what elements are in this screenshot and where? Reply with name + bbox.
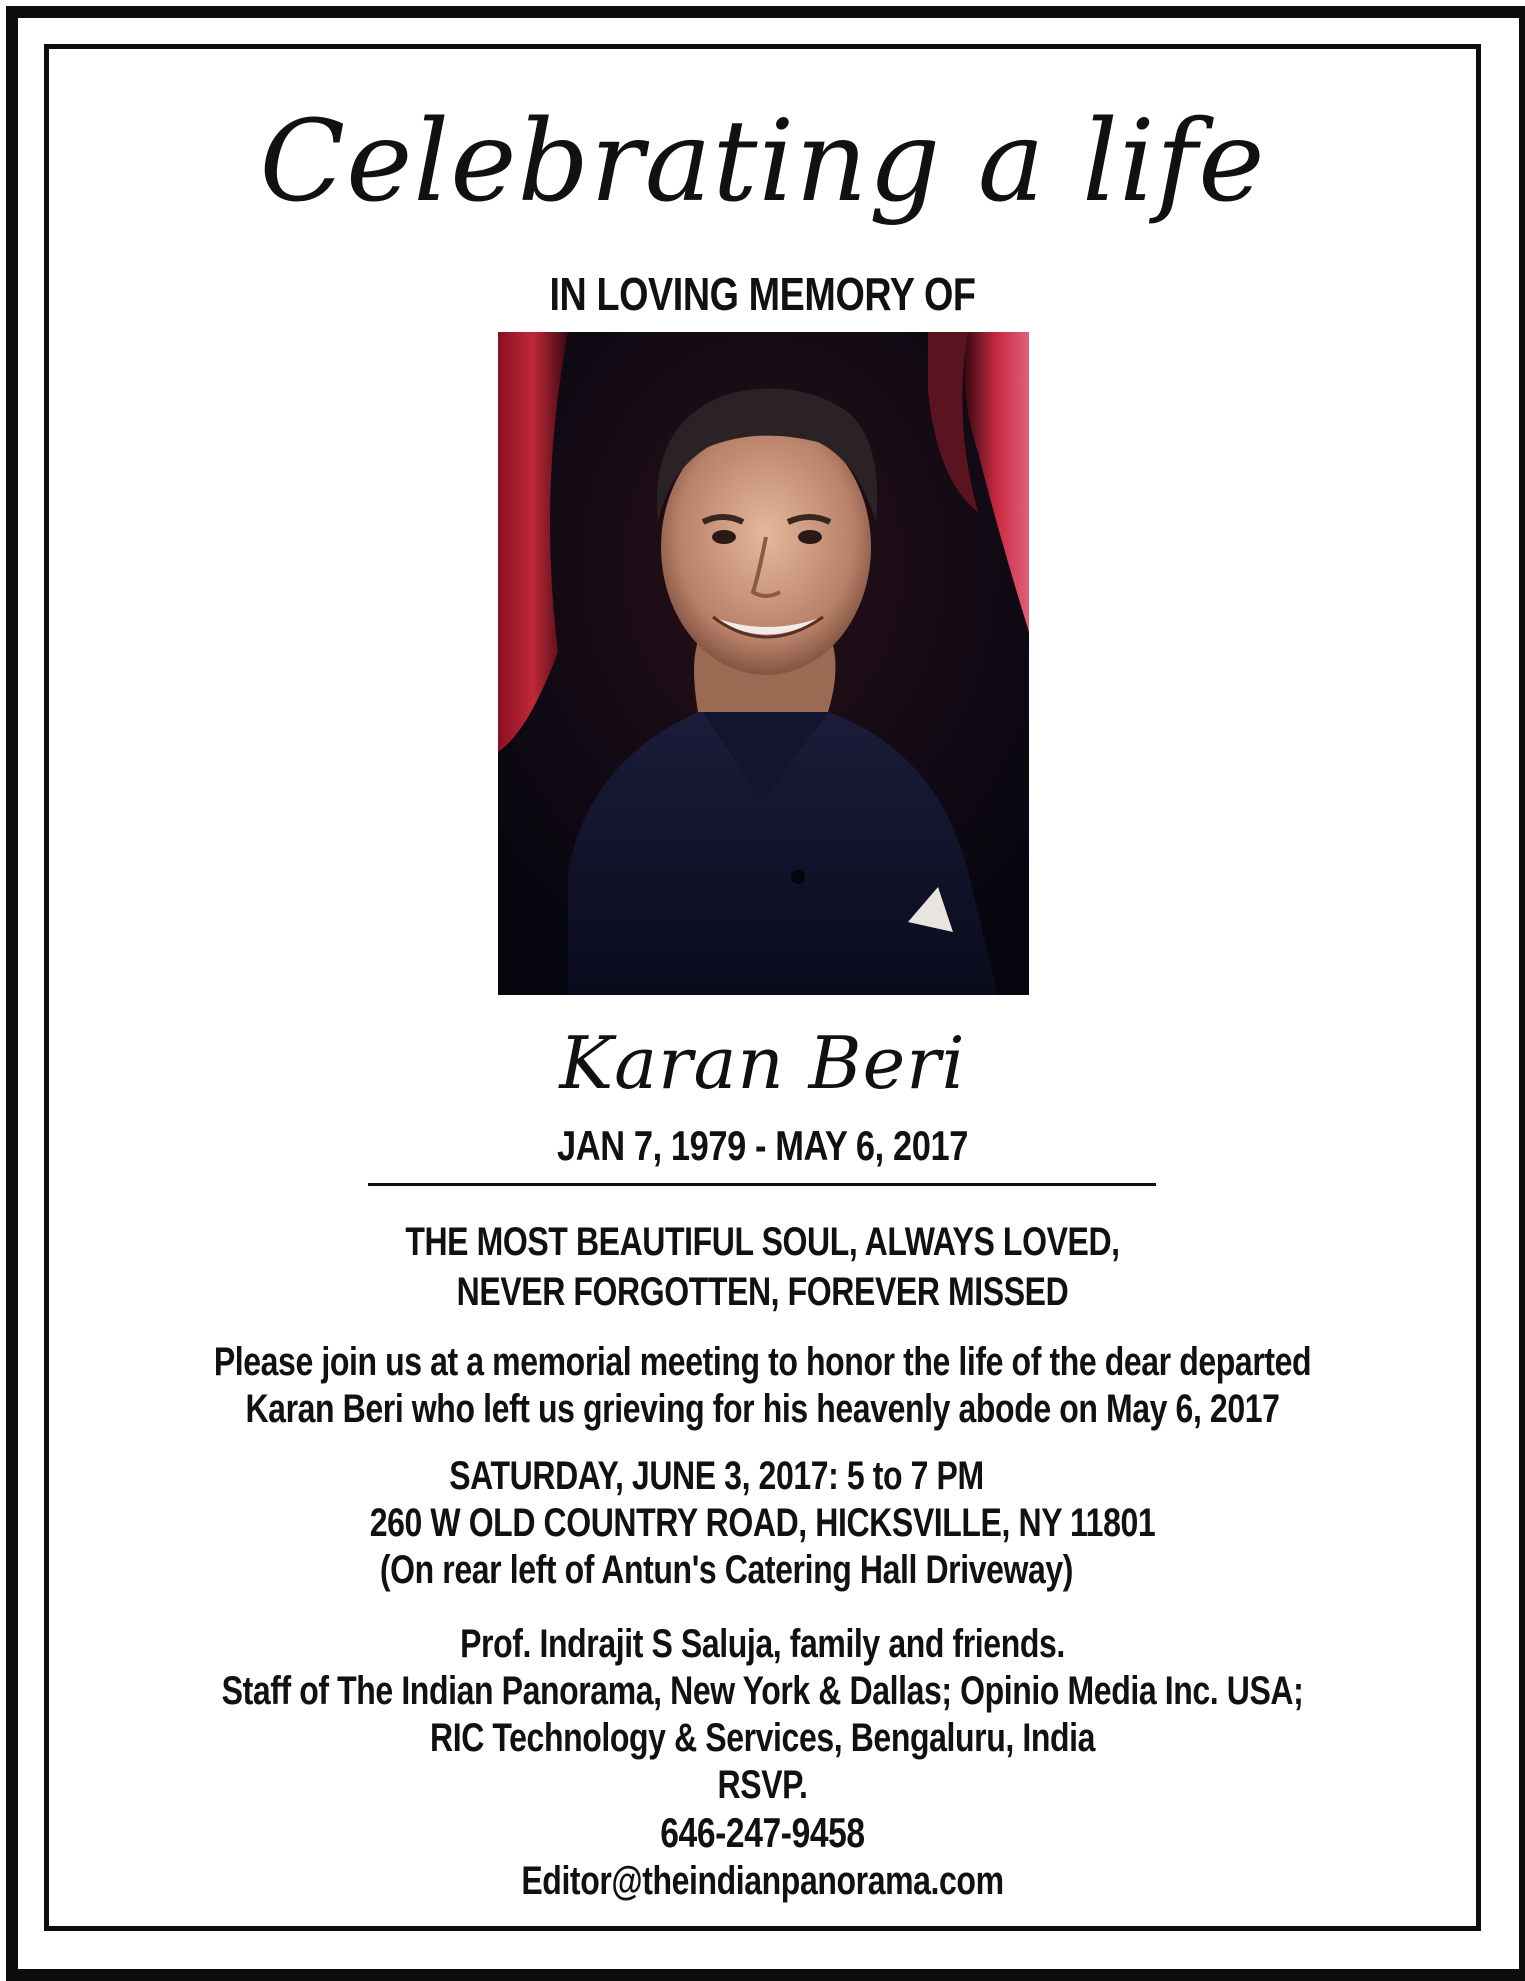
hosts-line-3: RIC Technology & Services, Bengaluru, India — [429, 1716, 1096, 1760]
event-datetime: SATURDAY, JUNE 3, 2017: 5 to 7 PM — [449, 1454, 984, 1498]
tribute-line-2: NEVER FORGOTTEN, FOREVER MISSED — [456, 1270, 1069, 1314]
phone-number: 646-247-9458 — [660, 1809, 865, 1856]
invitation-line-1: Please join us at a memorial meeting to honor the life of the dear departed — [213, 1340, 1312, 1384]
person-name: Karan Beri — [559, 1021, 966, 1105]
hosts-line-1: Prof. Indrajit S Saluja, family and friends. — [460, 1622, 1065, 1666]
tribute-line-1: THE MOST BEAUTIFUL SOUL, ALWAYS LOVED, — [405, 1220, 1120, 1264]
portrait-photo — [498, 332, 1029, 995]
invitation-line-2: Karan Beri who left us grieving for his heavenly abode on May 6, 2017 — [245, 1387, 1280, 1431]
event-directions: (On rear left of Antun's Catering Hall Driveway) — [379, 1548, 1074, 1592]
script-headline: Celebrating a life — [259, 97, 1266, 227]
email-address: Editor@theindianpanorama.com — [521, 1859, 1004, 1903]
rsvp-label: RSVP. — [717, 1763, 808, 1807]
event-address: 260 W OLD COUNTRY ROAD, HICKSVILLE, NY 11801 — [369, 1501, 1156, 1545]
hosts-line-2: Staff of The Indian Panorama, New York & Dallas; Opinio Media Inc. USA; — [221, 1669, 1304, 1713]
life-dates: JAN 7, 1979 - MAY 6, 2017 — [557, 1122, 968, 1169]
memory-heading: IN LOVING MEMORY OF — [549, 268, 976, 320]
divider-rule — [368, 1183, 1156, 1186]
